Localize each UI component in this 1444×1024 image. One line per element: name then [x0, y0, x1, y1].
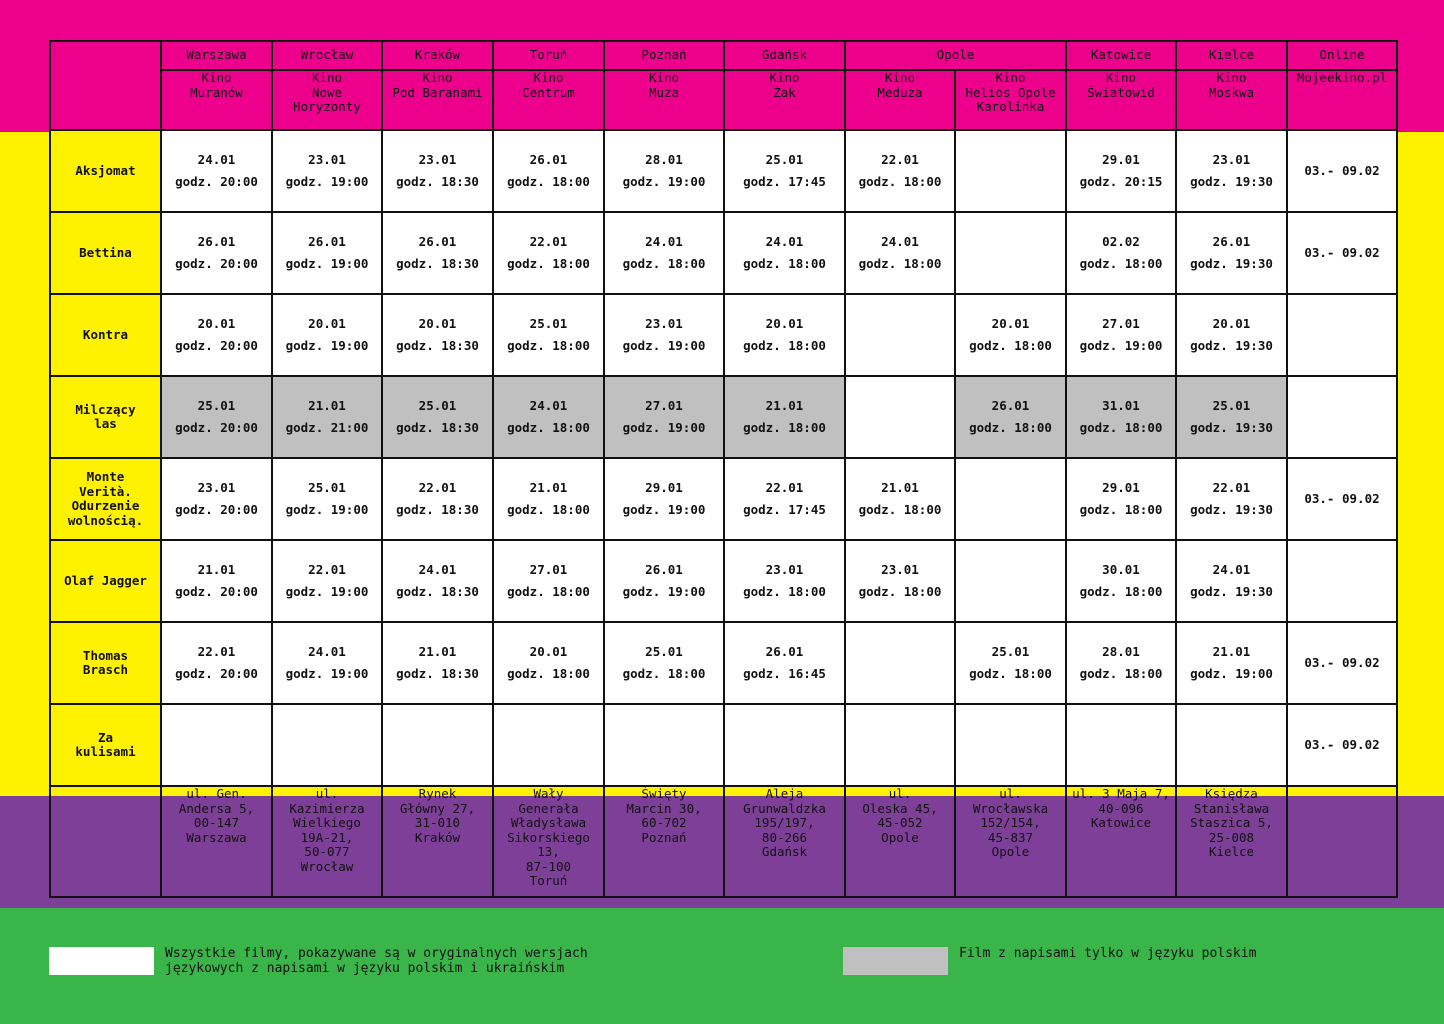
cinema-header-row [50, 70, 1397, 130]
film-row [50, 458, 1397, 540]
screening-date: 29.01 [645, 479, 683, 495]
screening-cell [272, 622, 382, 704]
city-header: Toruń [493, 41, 604, 70]
screening-date: 28.01 [1102, 643, 1140, 659]
address-corner-cell [50, 786, 161, 897]
cinema-header: Mojeekino.pl [1287, 70, 1397, 130]
screening-date: 24.01 [645, 233, 683, 249]
screening-date: 24.01 [1212, 561, 1251, 577]
screening-cell [1176, 294, 1287, 376]
cinema-address: Aleja Grunwaldzka 195/197, 80-266 Gdańsk [724, 786, 845, 897]
screening-date: 24.01 [308, 643, 346, 659]
screening-time: godz. 19:30 [1190, 338, 1273, 353]
screening-time: godz. 19:00 [285, 174, 369, 189]
cinema-header: Kino Muza [604, 70, 724, 130]
screening-time: godz. 20:00 [175, 502, 258, 517]
film-title: Monte Verità. Odurzenie wolnością. [50, 458, 161, 540]
screening-time: godz. 17:45 [743, 502, 826, 517]
screening-cell [1176, 212, 1287, 294]
screening-cell [493, 376, 604, 458]
address-row [50, 786, 1397, 897]
screening-cell [382, 458, 493, 540]
screening-time: godz. 18:00 [507, 338, 590, 353]
city-header: Online [1287, 41, 1397, 70]
screening-cell [161, 540, 272, 622]
screening-date: 20.01 [991, 315, 1030, 331]
legend-white-swatch [49, 947, 154, 975]
city-header: Kraków [382, 41, 493, 70]
screening-time: godz. 18:00 [969, 666, 1052, 681]
screening-date: 25.01 [529, 315, 568, 331]
screening-date: 26.01 [308, 233, 346, 249]
cinema-address: ul. Wrocławska 152/154, 45-837 Opole [955, 786, 1066, 897]
screening-cell [272, 704, 382, 786]
screening-cell [955, 704, 1066, 786]
film-row [50, 376, 1397, 458]
cinema-header: Kino Nowe Horyzonty [272, 70, 382, 130]
screening-time: godz. 18:00 [743, 338, 826, 353]
screening-date: 20.01 [1212, 315, 1251, 331]
screening-time: godz. 19:00 [285, 584, 369, 599]
screening-cell [493, 704, 604, 786]
screening-cell [845, 622, 955, 704]
screening-cell [272, 212, 382, 294]
city-header: Kielce [1176, 41, 1287, 70]
cinema-address: ul. Gen. Andersa 5, 00-147 Warszawa [161, 786, 272, 897]
legend-gray-text: Film z napisami tylko w języku polskim [959, 946, 1257, 961]
cinema-header: Kino Moskwa [1176, 70, 1287, 130]
film-row [50, 622, 1397, 704]
film-title: Olaf Jagger [50, 540, 161, 622]
screening-time: godz. 20:15 [1079, 174, 1163, 189]
film-row [50, 294, 1397, 376]
screening-date: 23.01 [1212, 151, 1251, 167]
screening-date: 23.01 [765, 561, 804, 577]
screening-time: godz. 19:30 [1190, 584, 1273, 599]
screening-time: godz. 19:00 [622, 502, 706, 517]
screening-time: godz. 18:00 [1079, 666, 1163, 681]
screening-cell [382, 294, 493, 376]
screening-time: godz. 20:00 [175, 338, 258, 353]
film-title: Kontra [50, 294, 161, 376]
screening-time: godz. 21:00 [285, 420, 369, 435]
screening-cell [1066, 294, 1176, 376]
screening-date: 25.01 [765, 151, 804, 167]
online-dates [1287, 540, 1397, 622]
film-row [50, 130, 1397, 212]
city-header: Opole [845, 41, 1066, 70]
screening-cell [1176, 540, 1287, 622]
screening-cell [604, 458, 724, 540]
screening-cell [724, 540, 845, 622]
film-title: Za kulisami [50, 704, 161, 786]
screening-date: 26.01 [418, 233, 457, 249]
screening-cell [1066, 540, 1176, 622]
screening-date: 25.01 [645, 643, 683, 659]
screening-cell [1176, 704, 1287, 786]
screening-cell [382, 376, 493, 458]
screening-time: godz. 20:00 [175, 256, 258, 271]
screening-cell [161, 704, 272, 786]
screening-date: 24.01 [881, 233, 919, 249]
screening-cell [955, 212, 1066, 294]
cinema-address: Rynek Główny 27, 31-010 Kraków [382, 786, 493, 897]
screening-time: godz. 18:00 [507, 502, 590, 517]
screening-cell [724, 704, 845, 786]
screening-time: godz. 18:00 [969, 338, 1052, 353]
cinema-header: Kino Meduza [845, 70, 955, 130]
cinema-address: ul. 3 Maja 7, 40-096 Katowice [1066, 786, 1176, 897]
city-header: Katowice [1066, 41, 1176, 70]
legend-gray-swatch [843, 947, 948, 975]
screening-date: 29.01 [1102, 151, 1140, 167]
screening-cell [955, 540, 1066, 622]
screening-time: godz. 18:30 [396, 338, 479, 353]
screening-time: godz. 19:30 [1190, 420, 1273, 435]
screening-cell [493, 540, 604, 622]
city-header-row [50, 41, 1397, 70]
screening-date: 25.01 [197, 397, 236, 413]
screening-time: godz. 18:30 [396, 584, 479, 599]
screening-cell [955, 294, 1066, 376]
screening-cell [493, 212, 604, 294]
screening-cell [724, 130, 845, 212]
screening-time: godz. 19:00 [622, 584, 706, 599]
online-dates [1287, 294, 1397, 376]
cinema-address: Księdza Stanisława Staszica 5, 25-008 Kielce [1176, 786, 1287, 897]
screening-time: godz. 18:00 [622, 256, 706, 271]
screening-date: 24.01 [418, 561, 457, 577]
screening-cell [382, 130, 493, 212]
screening-cell [955, 130, 1066, 212]
screening-cell [955, 376, 1066, 458]
screening-cell [161, 294, 272, 376]
screening-cell [724, 376, 845, 458]
screening-date: 21.01 [765, 397, 804, 413]
screening-date: 26.01 [1212, 233, 1251, 249]
screening-time: godz. 18:00 [1079, 502, 1163, 517]
screening-time: godz. 18:00 [622, 666, 706, 681]
screening-time: godz. 18:00 [507, 256, 590, 271]
film-title: Bettina [50, 212, 161, 294]
screening-cell [1176, 130, 1287, 212]
screening-time: godz. 20:00 [175, 174, 258, 189]
screening-cell [1066, 622, 1176, 704]
screening-date: 26.01 [645, 561, 683, 577]
screening-cell [845, 294, 955, 376]
screening-cell [1176, 376, 1287, 458]
screening-date: 21.01 [529, 479, 568, 495]
screening-cell [604, 376, 724, 458]
cinema-address: Wały Generała Władysława Sikorskiego 13, 87-100 Toruń [493, 786, 604, 897]
screening-cell [1066, 376, 1176, 458]
city-header: Gdańsk [724, 41, 845, 70]
screening-time: godz. 19:00 [622, 420, 706, 435]
online-dates: 03.- 09.02 [1287, 458, 1397, 540]
screening-date: 26.01 [991, 397, 1030, 413]
cinema-address [1287, 786, 1397, 897]
screening-cell [161, 212, 272, 294]
cinema-address: ul. Kazimierza Wielkiego 19A-21, 50-077 Wrocław [272, 786, 382, 897]
screening-time: godz. 16:45 [743, 666, 826, 681]
screening-date: 23.01 [881, 561, 919, 577]
screening-time: godz. 18:00 [743, 420, 826, 435]
screening-cell [724, 294, 845, 376]
screening-date: 21.01 [1212, 643, 1251, 659]
screening-cell [724, 622, 845, 704]
screening-cell [272, 130, 382, 212]
screening-cell [382, 622, 493, 704]
screening-cell [382, 704, 493, 786]
screening-cell [161, 376, 272, 458]
screening-time: godz. 17:45 [743, 174, 826, 189]
city-header: Wrocław [272, 41, 382, 70]
film-title: Thomas Brasch [50, 622, 161, 704]
screening-date: 02.02 [1102, 233, 1140, 249]
screening-date: 22.01 [308, 561, 346, 577]
screening-time: godz. 18:00 [969, 420, 1052, 435]
screening-cell [604, 294, 724, 376]
screening-cell [493, 622, 604, 704]
cinema-header: Kino Muranów [161, 70, 272, 130]
film-title: Aksjomat [50, 130, 161, 212]
screening-date: 24.01 [765, 233, 804, 249]
film-row [50, 704, 1397, 786]
screening-date: 22.01 [418, 479, 457, 495]
screening-date: 30.01 [1102, 561, 1140, 577]
screening-cell [1066, 212, 1176, 294]
screening-time: godz. 18:00 [507, 174, 590, 189]
screening-time: godz. 19:00 [1079, 338, 1163, 353]
screening-time: godz. 18:30 [396, 666, 479, 681]
screening-cell [845, 704, 955, 786]
city-header: Poznań [604, 41, 724, 70]
cinema-header: Kino Żak [724, 70, 845, 130]
screening-cell [1066, 130, 1176, 212]
screening-date: 20.01 [765, 315, 804, 331]
screening-time: godz. 20:00 [175, 420, 258, 435]
screening-date: 29.01 [1102, 479, 1140, 495]
screening-date: 23.01 [308, 151, 346, 167]
screening-cell [724, 212, 845, 294]
screening-time: godz. 18:00 [507, 666, 590, 681]
online-dates: 03.- 09.02 [1287, 622, 1397, 704]
screening-time: godz. 18:00 [1079, 584, 1163, 599]
film-row [50, 212, 1397, 294]
screening-date: 25.01 [308, 479, 346, 495]
screening-cell [845, 130, 955, 212]
screening-date: 21.01 [308, 397, 346, 413]
screening-cell [493, 130, 604, 212]
online-dates: 03.- 09.02 [1287, 704, 1397, 786]
screening-time: godz. 18:00 [507, 584, 590, 599]
screening-cell [724, 458, 845, 540]
screening-date: 21.01 [881, 479, 919, 495]
online-dates: 03.- 09.02 [1287, 130, 1397, 212]
screening-date: 31.01 [1102, 397, 1140, 413]
screening-cell [493, 294, 604, 376]
screening-time: godz. 19:30 [1190, 256, 1273, 271]
screening-date: 25.01 [1212, 397, 1251, 413]
screening-time: godz. 20:00 [175, 666, 258, 681]
screening-cell [604, 704, 724, 786]
screening-date: 23.01 [418, 151, 457, 167]
screening-time: godz. 18:00 [858, 174, 942, 189]
screening-cell [845, 376, 955, 458]
screening-date: 22.01 [1212, 479, 1251, 495]
screening-date: 22.01 [529, 233, 568, 249]
screening-date: 26.01 [529, 151, 568, 167]
screening-cell [845, 212, 955, 294]
screening-date: 22.01 [881, 151, 919, 167]
screening-cell [955, 458, 1066, 540]
film-rows [50, 130, 1397, 786]
screening-date: 23.01 [197, 479, 236, 495]
screening-date: 20.01 [529, 643, 568, 659]
screening-cell [1176, 622, 1287, 704]
cinema-header: Kino Centrum [493, 70, 604, 130]
screening-cell [272, 294, 382, 376]
screening-cell [161, 622, 272, 704]
screening-time: godz. 18:30 [396, 256, 479, 271]
screening-cell [955, 622, 1066, 704]
screening-time: godz. 19:00 [285, 502, 369, 517]
screening-cell [1066, 458, 1176, 540]
screening-time: godz. 19:00 [285, 666, 369, 681]
cinema-header: Kino Światowid [1066, 70, 1176, 130]
screening-time: godz. 18:00 [1079, 420, 1163, 435]
screening-cell [272, 376, 382, 458]
screening-time: godz. 18:00 [1079, 256, 1163, 271]
corner-cell [50, 41, 161, 130]
schedule-table [49, 40, 1398, 898]
screening-time: godz. 18:30 [396, 502, 479, 517]
screening-cell [272, 458, 382, 540]
city-header: Warszawa [161, 41, 272, 70]
screening-cell [845, 458, 955, 540]
screening-date: 21.01 [418, 643, 457, 659]
screening-date: 22.01 [197, 643, 236, 659]
screening-date: 20.01 [418, 315, 457, 331]
screening-cell [604, 130, 724, 212]
screening-date: 24.01 [529, 397, 568, 413]
screening-cell [604, 622, 724, 704]
screening-time: godz. 18:00 [858, 256, 942, 271]
screening-time: godz. 19:00 [1190, 666, 1273, 681]
screening-time: godz. 19:00 [285, 338, 369, 353]
screening-cell [604, 540, 724, 622]
screening-date: 28.01 [645, 151, 683, 167]
screening-cell [272, 540, 382, 622]
online-dates: 03.- 09.02 [1287, 212, 1397, 294]
cinema-header: Kino Helios Opole Karolinka [955, 70, 1066, 130]
screening-cell [382, 540, 493, 622]
legend-white-text: Wszystkie filmy, pokazywane są w oryginalnych wersjach językowych z napisami w języku polskim i ukraińskim [165, 946, 588, 976]
cinema-address: Święty Marcin 30, 60-702 Poznań [604, 786, 724, 897]
screening-time: godz. 20:00 [175, 584, 258, 599]
screening-time: godz. 18:00 [858, 502, 942, 517]
screening-cell [1066, 704, 1176, 786]
screening-time: godz. 18:00 [507, 420, 590, 435]
screening-date: 27.01 [1102, 315, 1140, 331]
screening-date: 26.01 [197, 233, 236, 249]
screening-cell [161, 130, 272, 212]
screening-cell [845, 540, 955, 622]
screening-time: godz. 19:30 [1190, 174, 1273, 189]
screening-time: godz. 19:00 [622, 174, 706, 189]
screening-cell [604, 212, 724, 294]
screening-cell [1176, 458, 1287, 540]
screening-date: 27.01 [529, 561, 568, 577]
film-title: Milczący las [50, 376, 161, 458]
cinema-address: ul. Oleska 45, 45-052 Opole [845, 786, 955, 897]
screening-cell [382, 212, 493, 294]
cinema-header: Kino Pod Baranami [382, 70, 493, 130]
screening-time: godz. 18:30 [396, 174, 479, 189]
screening-date: 22.01 [765, 479, 804, 495]
screening-time: godz. 18:30 [396, 420, 479, 435]
screening-date: 23.01 [645, 315, 683, 331]
online-dates [1287, 376, 1397, 458]
screening-time: godz. 18:00 [743, 584, 826, 599]
film-row [50, 540, 1397, 622]
screening-time: godz. 19:00 [285, 256, 369, 271]
screening-time: godz. 18:00 [743, 256, 826, 271]
screening-date: 20.01 [308, 315, 346, 331]
screening-date: 25.01 [991, 643, 1030, 659]
screening-date: 26.01 [765, 643, 804, 659]
screening-time: godz. 19:00 [622, 338, 706, 353]
screening-date: 20.01 [197, 315, 236, 331]
screening-time: godz. 19:30 [1190, 502, 1273, 517]
screening-date: 27.01 [645, 397, 683, 413]
screening-time: godz. 18:00 [858, 584, 942, 599]
screening-date: 24.01 [197, 151, 236, 167]
screening-cell [493, 458, 604, 540]
screening-date: 21.01 [197, 561, 236, 577]
screening-cell [161, 458, 272, 540]
screening-date: 25.01 [418, 397, 457, 413]
